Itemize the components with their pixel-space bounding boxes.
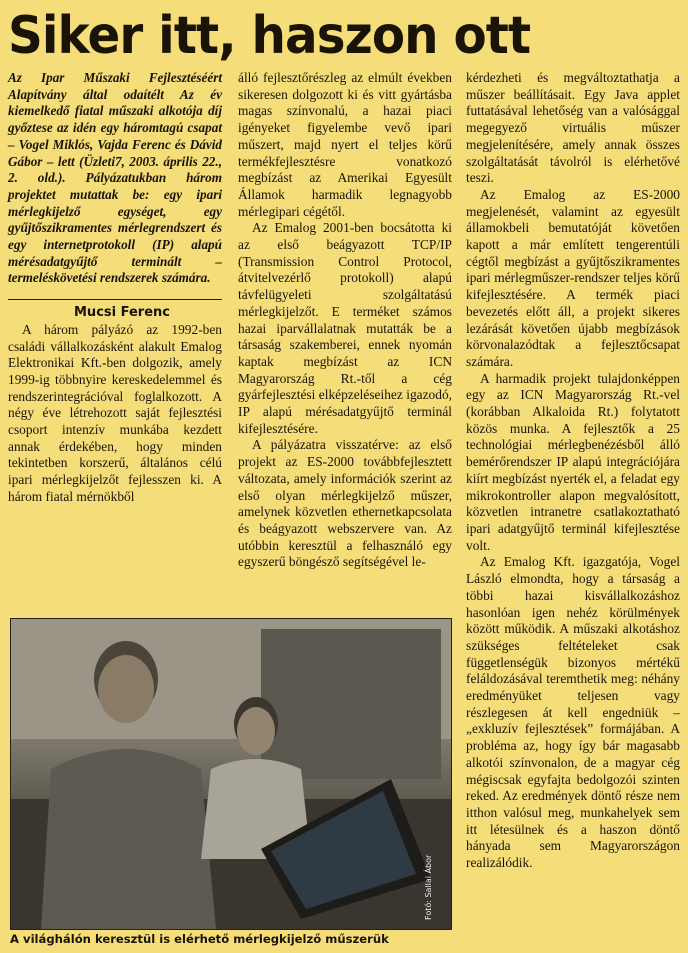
photo-credit: Fotó: Sallai Ábor <box>424 854 433 920</box>
col2-paragraph-3: A pályázatra visszatérve: az első projekt az ES-2000 továbbfejlesztett változata, amely információk szerint az első olyan mérlegkijelző műszer, amelynek közvetlen ethernetkapcsolata és beágyazott webszervere van. Az utóbbin keresztül a felhasználó egy egyszerű böngésző segítségével le- <box>238 437 452 570</box>
column-1 <box>8 70 222 506</box>
article-photo <box>10 618 452 930</box>
lead-paragraph: Az Ipar Műszaki Fejlesztéséért Alapítvány által odaítélt Az év kiemelkedő fiatal műszaki alkotója díj győztese az idén egy háromtagú csapat – Vogel Miklós, Vajda Ferenc és Dávid Gábor – lett (Üzleti7, 2003. április 22., 2. old.). Pályázatukban három projektet mutattak be: egy ipari mérlegkijelző egységet, egy gyűjtőszikramentes mérlegrendszert és egy internetprotokoll (IP) alapú mérésadatgyűjtő terminált – termeléskövetési rendszerek számára. <box>8 70 222 286</box>
photo-illustration <box>11 619 451 929</box>
column-2 <box>238 70 452 571</box>
col3-paragraph-2: Az Emalog az ES-2000 megjelenését, valamint az egyesült államokbeli bemutatóját követően kapott a már említett tengerentúli cégtől megbízást a gyűjtőszikramentes ipari mérlegműszer-rendszer teljes körű kifejlesztésére. A termék piaci bevezetés előtt áll, a projekt sikeres lezárását követően újabb megbízások körvonalazódtak a fejlesztőcsapat számára. <box>466 186 680 369</box>
col3-paragraph-3: A harmadik projekt tulajdonképpen egy az ICN Magyarország Rt.-vel (korábban Alkaloida Rt.) folytatott közös munka. A fejlesztők a 25 technológiai mérlegbenézésből álló bemérőrendszer IP alapú integrációjára kiírt megbízást nyerték el, a feladat egy mikrokontroller alapon megvalósított, közvetlen intranetre csatlakoztatható ipari adatgyűjtő terminál kifejlesztése volt. <box>466 370 680 553</box>
col2-paragraph-2: Az Emalog 2001-ben bocsátotta ki az első beágyazott TCP/IP (Transmission Control Protocol, átvitelvezérlő protokoll) alapú távfelügyeleti szolgáltatású mérlegkijelzőt. E terméket számos hazai iparvállalatnak mutatták be a társaság szakemberei, ennek nyomán kaptak megbízást az ICN Magyarország Rt.-től a cég gyárfejlesztési elképzeléseihez igazodó, IP alapú mérésadatgyűjtő terminál kifejlesztésére. <box>238 220 452 436</box>
photo-caption: A világhálón keresztül is elérhető mérlegkijelző műszerük <box>10 932 389 946</box>
column-3 <box>466 70 680 872</box>
col1-paragraph: A három pályázó az 1992-ben családi vállalkozásként alakult Emalog Elektronikai Kft.-ben dolgozik, amely 1999-ig többnyire kereskedelemmel és rendszerintegrációval foglalkozott. A négy éve létrehozott saját fejlesztési csoport intenzív munkába kezdett annak érdekében, hogy minden tekintetben korszerű, általános célú ipari mérlegkijelzőt fejlesszen ki. A három fiatal mérnökből <box>8 321 222 504</box>
headline: Siker itt, haszon ott <box>8 6 531 66</box>
col3-paragraph-4: Az Emalog Kft. igazgatója, Vogel László elmondta, hogy a társaság a többi hazai kisvállalkozáshoz hasonlóan igen nehéz körülmények között működik. A műszaki alkotáshoz szükséges feltételeket csak függetlenségük bizonyos mértékű feláldozásával teremthetik meg: néhány eredményüket teljesen vagy részlegesen át kell engedniük – „exkluzív fejlesztések” formájában. A probléma az, hogy így bár magasabb alkotói színvonalon, de a magyar cég mégiscsak egyfajta bedolgozói szinten reked. Az eredmények döntő része nem itthon valósul meg, munkahelyek sem itt létesülnek és a haszon döntő hányada sem Magyarországon realizálódik. <box>466 554 680 871</box>
col2-paragraph-1: álló fejlesztőrészleg az elmúlt években sikeresen dolgozott ki és vitt gyártásba magas színvonalú, a hazai piaci igényeket figyelembe vevő ipari műszert, majd nyert el teljes körű termékfejlesztésre vonatkozó megbízást az Amerikai Egyesült Államok harmadik legnagyobb mérlegipari cégétől. <box>238 70 452 219</box>
byline: Mucsi Ferenc <box>74 305 170 321</box>
col3-paragraph-1: kérdezheti és megváltoztathatja a műszer beállításait. Egy Java applet futtatásával lehetőség van a valósággal megegyező virtuális műszer megjelenítésére, amely annak összes szolgáltatását távolról is elérhetővé teszi. <box>466 70 680 186</box>
byline-rule <box>8 299 222 300</box>
article-columns <box>8 70 680 871</box>
